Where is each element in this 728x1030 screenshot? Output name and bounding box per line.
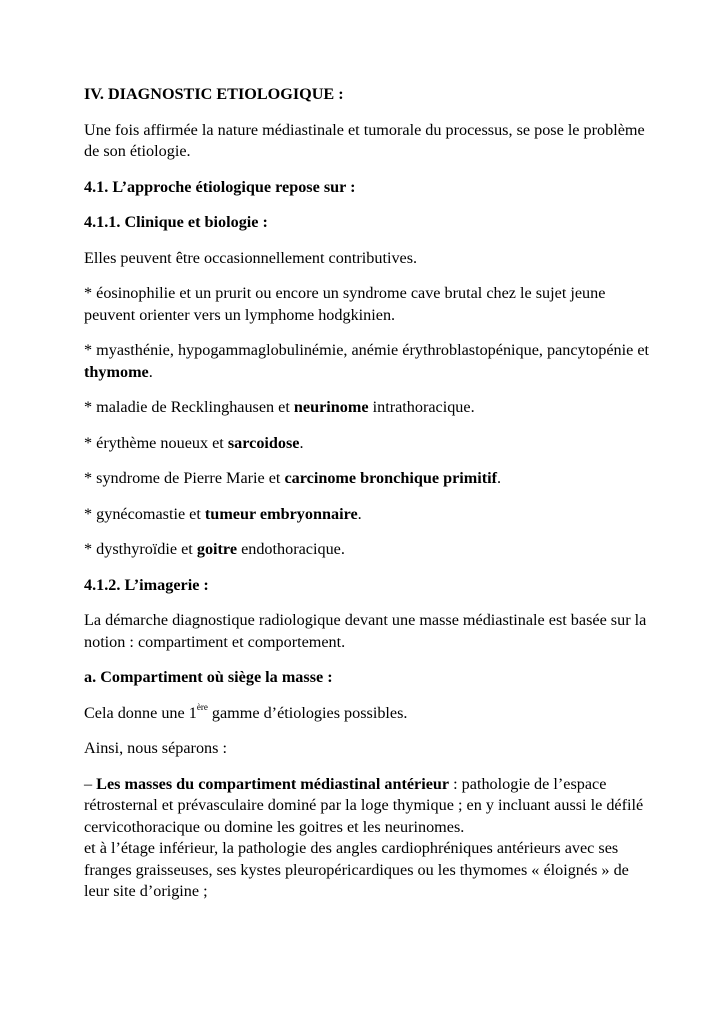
compartment-title-text: a. Compartiment où siège la masse :	[84, 668, 333, 686]
list-item: * syndrome de Pierre Marie et carcinome bronchique primitif.	[84, 469, 502, 487]
list-item: * dysthyroïdie et goitre endothoracique.	[84, 540, 345, 558]
ainsi-paragraph: Ainsi, nous séparons :	[84, 739, 227, 757]
subsection-4-1-1-text: 4.1.1. Clinique et biologie :	[84, 213, 268, 231]
list-item: * maladie de Recklinghausen et neurinome intrathoracique.	[84, 398, 475, 416]
imaging-paragraph: La démarche diagnostique radiologique devant une masse médiastinale est basée sur la notion : compartiment et comportement.	[84, 611, 647, 651]
compartment-title	[84, 667, 658, 689]
section-heading	[84, 84, 658, 106]
subsection-4-1-title	[84, 177, 658, 199]
list-item: * éosinophilie et un prurit ou encore un syndrome cave brutal chez le sujet jeune peuvent orienter vers un lymphome hodgkinien.	[84, 284, 606, 324]
gamme-paragraph: Cela donne une 1ère gamme d’étiologies possibles.	[84, 701, 408, 722]
list-item: * érythème noueux et sarcoidose.	[84, 433, 304, 452]
subsection-4-1-text: 4.1. L’approche étiologique repose sur :	[84, 177, 356, 196]
list-item: * myasthénie, hypogammaglobulinémie, anémie érythroblastopénique, pancytopénie et thymome.	[84, 341, 650, 381]
superscript: ère	[196, 701, 208, 712]
intro-paragraph: Une fois affirmée la nature médiastinale et tumorale du processus, se pose le problème de son étiologie.	[84, 120, 645, 160]
subsection-4-1-1-title	[84, 212, 658, 234]
clinical-intro: Elles peuvent être occasionnellement contributives.	[84, 248, 418, 267]
anterior-compartment-paragraph: – Les masses du compartiment médiastinal antérieur : pathologie de l’espace rétrosternal et prévasculaire dominé par la loge thymique ; en y incluant aussi le défilé cervicothoracique ou domine les goitres et les neurinomes.	[84, 774, 644, 836]
anterior-compartment-continuation: et à l’étage inférieur, la pathologie des angles cardiophréniques antérieurs avec ses franges graisseuses, ses kystes pleuropéricardiques ou les thymomes « éloignés » de leur site d’origine ;	[84, 839, 629, 900]
list-item: * gynécomastie et tumeur embryonnaire.	[84, 504, 362, 523]
heading-text: IV. DIAGNOSTIC ETIOLOGIQUE :	[84, 85, 344, 103]
subsection-4-1-2-title	[84, 575, 658, 597]
subsection-4-1-2-text: 4.1.2. L’imagerie :	[84, 575, 209, 594]
anterior-compartment-bold: Les masses du compartiment médiastinal antérieur	[96, 774, 450, 793]
